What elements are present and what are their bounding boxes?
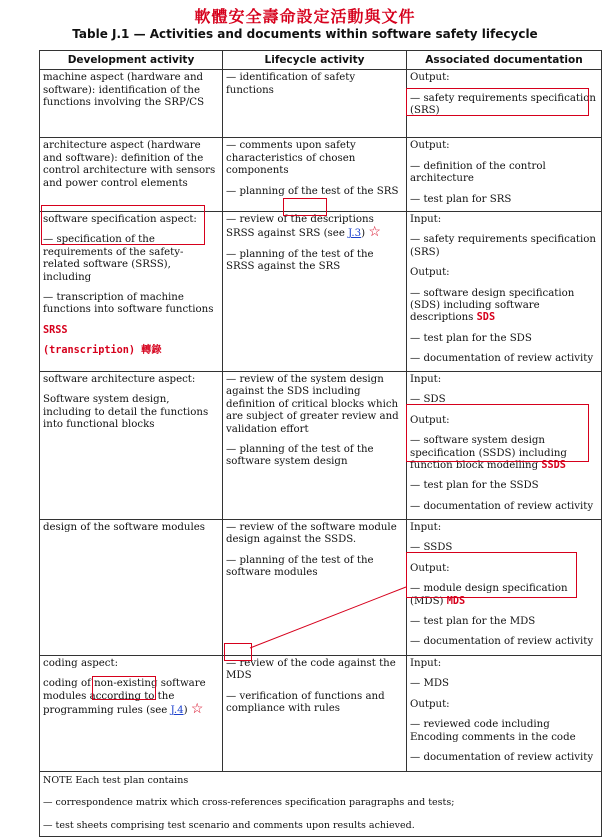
xref-j3-link[interactable]: J.3: [348, 228, 362, 240]
cell-text-part: software design specification (SDS) including software descriptions: [410, 287, 575, 324]
note-row: [40, 772, 602, 837]
cell-text: — safety requirements specification (SRS): [410, 93, 598, 118]
cell-text: — test plan for SRS: [410, 194, 598, 206]
dev-cell: [40, 138, 223, 212]
table-row: [40, 70, 602, 138]
cell-text-part: software system design specification (SSDS) including function block modelling: [410, 435, 567, 472]
star-icon: ☆: [368, 224, 381, 241]
cell-text: machine aspect (hardware and software): identification of the functions involving the SRP/CS: [43, 72, 205, 109]
note-item: — correspondence matrix which cross-references specification paragraphs and tests;: [43, 797, 598, 809]
cell-text: software architecture aspect:: [43, 374, 196, 386]
cell-text: — review of the system design against the SDS including definition of critical blocks which are subject of greater review and validation effort: [226, 374, 403, 436]
header-documentation: Associated documentation: [407, 51, 602, 70]
docs-cell: [407, 138, 602, 212]
cell-text: — reviewed code including Encoding comments in the code: [410, 719, 598, 744]
cell-text: Input:: [410, 214, 442, 226]
life-cell: [223, 212, 407, 372]
docs-cell: [407, 212, 602, 372]
cell-text: — verification of functions and compliance with rules: [226, 691, 403, 716]
cell-text: — planning of the test of the software system design: [226, 444, 403, 469]
cell-text-part: review of the descriptions SRSS against SRS (see: [226, 214, 374, 240]
life-cell: [223, 70, 407, 138]
star-icon: ☆: [190, 701, 204, 718]
cell-text: coding aspect:: [43, 658, 119, 670]
header-development: Development activity: [40, 51, 223, 70]
cell-text: — review of the code against the MDS: [226, 658, 403, 683]
dev-cell: [40, 372, 223, 520]
cell-text: — documentation of review activity: [410, 636, 598, 648]
annotation-srss: [43, 325, 219, 337]
lifecycle-table: [39, 50, 602, 837]
cell-text: design of the software modules: [43, 522, 205, 534]
life-cell: [223, 520, 407, 656]
xref-j4-link[interactable]: J.4: [170, 705, 184, 717]
cell-text: [410, 435, 598, 472]
cell-text: — documentation of review activity: [410, 353, 598, 365]
table-row: [40, 138, 602, 212]
cell-text: [226, 214, 403, 241]
cell-text: Input:: [410, 658, 442, 670]
note-item: — test sheets comprising test scenario and comments upon results achieved.: [43, 820, 598, 832]
dev-cell: [40, 212, 223, 372]
docs-cell: [407, 520, 602, 656]
life-cell: [223, 656, 407, 772]
cell-text: Software system design, including to detail the functions into functional blocks: [43, 394, 209, 431]
life-cell: [223, 372, 407, 520]
annotation-mds-label: MDS: [446, 595, 466, 607]
table-row: [40, 520, 602, 656]
cell-text: — documentation of review activity: [410, 501, 598, 513]
annotation-srss-label: SRSS: [43, 324, 68, 336]
cell-text: — comments upon safety characteristics of chosen components: [226, 140, 403, 177]
cell-text: architecture aspect (hardware and software): definition of the control architecture with sensors and power control elements: [43, 140, 216, 189]
cell-text: — documentation of review activity: [410, 752, 598, 764]
cell-text: Output:: [410, 562, 450, 574]
table-row: [40, 212, 602, 372]
docs-cell: [407, 372, 602, 520]
cell-text: — test plan for the MDS: [410, 616, 598, 628]
cell-text: [43, 678, 219, 717]
cell-text: — test plan for the SSDS: [410, 480, 598, 492]
cell-text: [410, 288, 598, 325]
note-cell: [40, 772, 602, 837]
cell-text: — safety requirements specification (SRS): [410, 234, 598, 259]
cell-text-part: ): [183, 705, 188, 717]
cell-text: — planning of the test of the SRS: [226, 186, 403, 198]
dev-cell: [40, 656, 223, 772]
docs-cell: [407, 656, 602, 772]
cell-text: — SDS: [410, 394, 598, 406]
cell-text-part: module design specification (MDS): [410, 583, 568, 607]
cell-text: — SSDS: [410, 542, 598, 554]
cell-text: Output:: [410, 140, 450, 152]
cell-text: — planning of the test of the SRSS against the SRS: [226, 249, 403, 274]
annotation-ssds-label: SSDS: [541, 460, 566, 472]
cell-text: Input:: [410, 522, 442, 534]
cell-text: — identification of safety functions: [226, 72, 403, 97]
header-lifecycle: Lifecycle activity: [223, 51, 407, 70]
cell-text: — test plan for the SDS: [410, 333, 598, 345]
table-row: [40, 372, 602, 520]
cell-text: — specification of the requirements of the safety-related software (SRSS), including: [43, 234, 219, 284]
dev-cell: [40, 520, 223, 656]
annotation-banner: 軟體安全壽命設定活動與文件: [194, 7, 416, 26]
cell-text: — transcription of machine functions into software functions: [43, 292, 219, 317]
cell-text-part: coding of non-existing software modules according to the programming rules (see: [43, 678, 206, 717]
cell-text: Output:: [410, 414, 450, 426]
cell-text: Output:: [410, 698, 450, 710]
cell-text: Output:: [410, 267, 450, 279]
cell-text: Output:: [410, 72, 450, 84]
table-row: [40, 656, 602, 772]
cell-text: — planning of the test of the software modules: [226, 555, 403, 580]
cell-text: — review of the software module design against the SSDS.: [226, 522, 403, 547]
docs-cell: [407, 70, 602, 138]
note-title: NOTE Each test plan contains: [43, 775, 189, 787]
cell-text: Input:: [410, 374, 442, 386]
annotation-sds-label: SDS: [476, 312, 496, 324]
dev-cell: [40, 70, 223, 138]
annotation-transcription: [43, 345, 219, 357]
cell-text: — MDS: [410, 678, 598, 690]
cell-text: software specification aspect:: [43, 214, 197, 226]
life-cell: [223, 138, 407, 212]
cell-text: [410, 583, 598, 608]
table-caption: Table J.1 — Activities and documents within software safety lifecycle: [72, 27, 538, 41]
cell-text: — definition of the control architecture: [410, 161, 598, 186]
cell-text-part: ): [361, 228, 366, 240]
annotation-transcription-label: (transcription) 轉錄: [43, 345, 162, 357]
